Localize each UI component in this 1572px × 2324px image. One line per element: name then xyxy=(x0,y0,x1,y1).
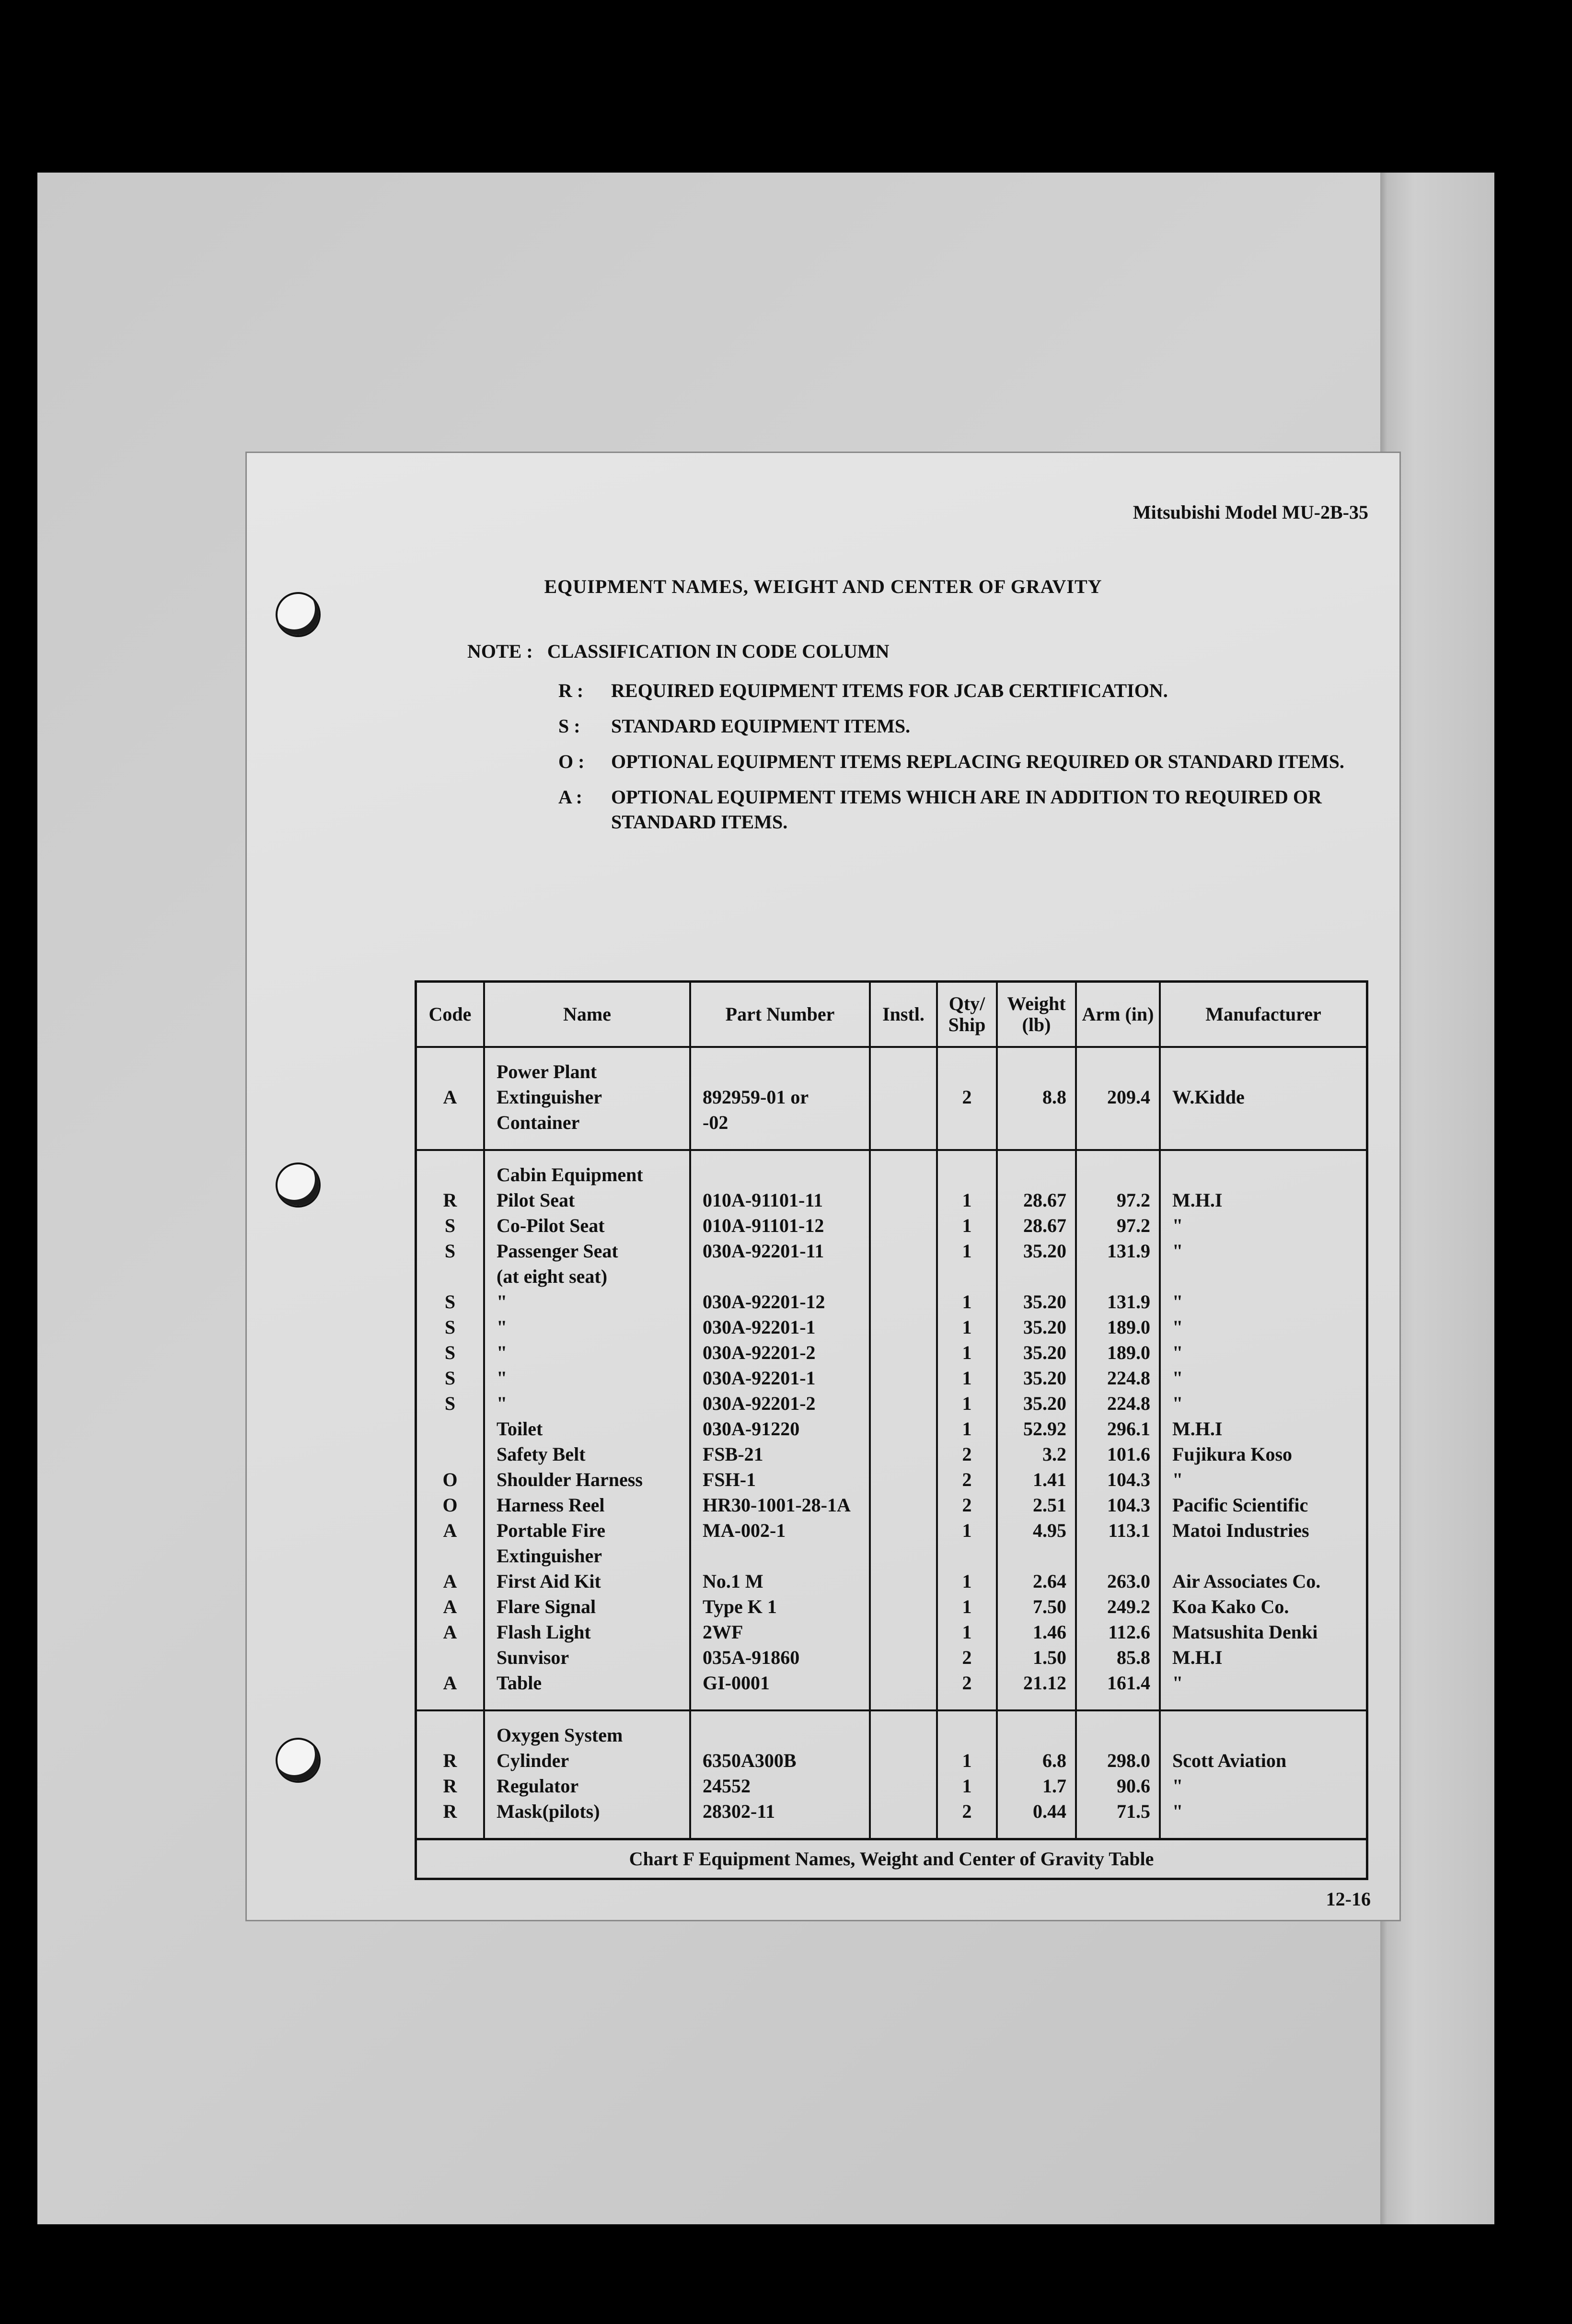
cell-arm: 249.2 xyxy=(1076,1595,1160,1621)
cell-name: Pilot Seat xyxy=(484,1189,690,1214)
cell-name: " xyxy=(484,1290,690,1316)
cell-arm: 97.2 xyxy=(1076,1189,1160,1214)
table-row xyxy=(417,1060,1366,1086)
cell-code: R xyxy=(417,1749,484,1775)
table-row xyxy=(417,1468,1366,1494)
cell-code: A xyxy=(417,1595,484,1621)
cell-instl xyxy=(870,1749,937,1775)
column-header-manufacturer: Manufacturer xyxy=(1160,983,1366,1047)
table-row xyxy=(417,1290,1366,1316)
cell-name: Extinguisher xyxy=(484,1086,690,1111)
note-text: REQUIRED EQUIPMENT ITEMS FOR JCAB CERTIFICATION. xyxy=(611,680,1168,701)
cell-qty-ship: 1 xyxy=(937,1775,997,1800)
cell-manufacturer: " xyxy=(1172,1393,1183,1414)
cell-manufacturer: " xyxy=(1172,1801,1183,1822)
cell-arm: 85.8 xyxy=(1076,1646,1160,1672)
cell-arm: 113.1 xyxy=(1076,1519,1160,1545)
cell-part-number: 28302-11 xyxy=(690,1800,870,1825)
table-row xyxy=(417,1800,1366,1825)
table-header-row xyxy=(417,983,1366,1047)
cell-name: Flash Light xyxy=(484,1621,690,1646)
note-label: NOTE : xyxy=(467,640,533,662)
cell-qty-ship: 1 xyxy=(937,1214,997,1240)
cell-weight: 6.8 xyxy=(997,1749,1076,1775)
cell-weight: 1.50 xyxy=(997,1646,1076,1672)
cell-manufacturer: " xyxy=(1172,1342,1183,1363)
cell-instl xyxy=(870,1214,937,1240)
cell-instl xyxy=(870,1316,937,1341)
cell-qty-ship: 2 xyxy=(937,1086,997,1111)
cell-part-number: 6350A300B xyxy=(690,1749,870,1775)
cell-manufacturer: " xyxy=(1172,1240,1183,1262)
note-item xyxy=(558,714,1373,739)
cell-weight xyxy=(997,1060,1076,1086)
table-row xyxy=(417,1519,1366,1545)
table-row xyxy=(417,1214,1366,1240)
cell-instl xyxy=(870,1443,937,1468)
cell-code xyxy=(417,1545,484,1570)
cell-part-number: Type K 1 xyxy=(690,1595,870,1621)
cell-weight: 35.20 xyxy=(997,1341,1076,1367)
cell-code xyxy=(417,1418,484,1443)
cell-arm: 161.4 xyxy=(1076,1672,1160,1697)
document-page xyxy=(247,453,1399,1920)
cell-part-number: FSH-1 xyxy=(690,1468,870,1494)
cell-part-number: 030A-92201-1 xyxy=(690,1367,870,1392)
cell-manufacturer: Fujikura Koso xyxy=(1172,1443,1293,1465)
cell-instl xyxy=(870,1646,937,1672)
cell-part-number: 030A-92201-1 xyxy=(690,1316,870,1341)
cell-arm: 209.4 xyxy=(1076,1086,1160,1111)
cell-qty-ship: 1 xyxy=(937,1341,997,1367)
cell-part-number xyxy=(690,1545,870,1570)
cell-code: A xyxy=(417,1086,484,1111)
table-row xyxy=(417,1672,1366,1697)
cell-manufacturer xyxy=(1160,1265,1366,1290)
cell-weight: 35.20 xyxy=(997,1240,1076,1265)
cell-weight: 35.20 xyxy=(997,1316,1076,1341)
cell-instl xyxy=(870,1163,937,1189)
table-row xyxy=(417,1494,1366,1519)
column-header-name: Name xyxy=(484,983,690,1047)
cell-qty-ship: 2 xyxy=(937,1646,997,1672)
page-title: EQUIPMENT NAMES, WEIGHT AND CENTER OF GRAVITY xyxy=(544,576,1102,597)
cell-code: A xyxy=(417,1570,484,1595)
cell-instl xyxy=(870,1392,937,1418)
cell-name: Oxygen System xyxy=(484,1724,690,1749)
note-item xyxy=(558,749,1373,774)
cell-weight: 35.20 xyxy=(997,1392,1076,1418)
group-spacer xyxy=(417,1047,1366,1060)
cell-part-number: MA-002-1 xyxy=(690,1519,870,1545)
cell-manufacturer: " xyxy=(1172,1316,1183,1338)
table-row xyxy=(417,1392,1366,1418)
cell-instl xyxy=(870,1240,937,1265)
cell-part-number: 010A-91101-12 xyxy=(690,1214,870,1240)
cell-code: S xyxy=(417,1367,484,1392)
cell-instl xyxy=(870,1265,937,1290)
cell-manufacturer xyxy=(1160,1163,1366,1189)
cell-manufacturer xyxy=(1160,1724,1366,1749)
cell-arm: 104.3 xyxy=(1076,1494,1160,1519)
cell-weight: 35.20 xyxy=(997,1367,1076,1392)
cell-weight: 1.7 xyxy=(997,1775,1076,1800)
cell-instl xyxy=(870,1621,937,1646)
cell-code: S xyxy=(417,1316,484,1341)
cell-instl xyxy=(870,1418,937,1443)
cell-name: " xyxy=(484,1316,690,1341)
cell-arm: 298.0 xyxy=(1076,1749,1160,1775)
table-row xyxy=(417,1646,1366,1672)
cell-weight: 28.67 xyxy=(997,1189,1076,1214)
model-header: Mitsubishi Model MU-2B-35 xyxy=(1133,501,1368,523)
table-row xyxy=(417,1570,1366,1595)
table-row xyxy=(417,1724,1366,1749)
table-caption: Chart F Equipment Names, Weight and Center of Gravity Table xyxy=(417,1838,1366,1878)
note-text: OPTIONAL EQUIPMENT ITEMS WHICH ARE IN ADDITION TO REQUIRED OR STANDARD ITEMS. xyxy=(611,786,1322,833)
cell-weight: 7.50 xyxy=(997,1595,1076,1621)
table-row xyxy=(417,1163,1366,1189)
column-header-code: Code xyxy=(417,983,484,1047)
group-divider xyxy=(417,1697,1366,1710)
cell-instl xyxy=(870,1570,937,1595)
cell-arm: 296.1 xyxy=(1076,1418,1160,1443)
table-row xyxy=(417,1265,1366,1290)
group-divider xyxy=(417,1137,1366,1150)
cell-code: S xyxy=(417,1240,484,1265)
cell-code: S xyxy=(417,1290,484,1316)
cell-arm: 189.0 xyxy=(1076,1341,1160,1367)
cell-instl xyxy=(870,1800,937,1825)
cell-manufacturer: Matoi Industries xyxy=(1172,1520,1309,1541)
cell-instl xyxy=(870,1595,937,1621)
cell-instl xyxy=(870,1086,937,1111)
cell-name: Extinguisher xyxy=(484,1545,690,1570)
group-spacer xyxy=(417,1150,1366,1163)
cell-weight: 52.92 xyxy=(997,1418,1076,1443)
cell-arm: 224.8 xyxy=(1076,1367,1160,1392)
cell-arm: 112.6 xyxy=(1076,1621,1160,1646)
cell-manufacturer: " xyxy=(1172,1291,1183,1313)
cell-weight xyxy=(997,1545,1076,1570)
cell-qty-ship: 1 xyxy=(937,1240,997,1265)
cell-manufacturer: Matsushita Denki xyxy=(1172,1621,1318,1643)
cell-part-number xyxy=(690,1163,870,1189)
cell-arm xyxy=(1076,1545,1160,1570)
table-bottom-spacer xyxy=(417,1825,1366,1838)
table-row xyxy=(417,1367,1366,1392)
cell-name: Cabin Equipment xyxy=(484,1163,690,1189)
cell-instl xyxy=(870,1494,937,1519)
cell-part-number: 030A-92201-11 xyxy=(690,1240,870,1265)
cell-name: (at eight seat) xyxy=(484,1265,690,1290)
cell-part-number: 035A-91860 xyxy=(690,1646,870,1672)
note-list xyxy=(558,678,1373,845)
cell-qty-ship: 1 xyxy=(937,1418,997,1443)
cell-part-number xyxy=(690,1724,870,1749)
cell-arm: 97.2 xyxy=(1076,1214,1160,1240)
table-row xyxy=(417,1189,1366,1214)
cell-name: Container xyxy=(484,1111,690,1137)
column-header-part-number: Part Number xyxy=(690,983,870,1047)
cell-manufacturer xyxy=(1160,1060,1366,1086)
cell-name: Mask(pilots) xyxy=(484,1800,690,1825)
cell-manufacturer: M.H.I xyxy=(1172,1418,1223,1440)
cell-instl xyxy=(870,1545,937,1570)
cell-code xyxy=(417,1646,484,1672)
cell-instl xyxy=(870,1672,937,1697)
cell-arm: 189.0 xyxy=(1076,1316,1160,1341)
cell-name: Regulator xyxy=(484,1775,690,1800)
note-code: A : xyxy=(558,786,582,808)
cell-manufacturer: " xyxy=(1172,1469,1183,1490)
table-row xyxy=(417,1086,1366,1111)
cell-qty-ship xyxy=(937,1060,997,1086)
cell-name: Table xyxy=(484,1672,690,1697)
binder-hole-middle xyxy=(276,1162,321,1208)
cell-weight: 4.95 xyxy=(997,1519,1076,1545)
cell-qty-ship xyxy=(937,1111,997,1137)
cell-name: " xyxy=(484,1392,690,1418)
cell-instl xyxy=(870,1468,937,1494)
cell-arm xyxy=(1076,1724,1160,1749)
cell-code xyxy=(417,1724,484,1749)
column-header-qty-ship: Qty/ Ship xyxy=(937,983,997,1047)
cell-manufacturer: Air Associates Co. xyxy=(1172,1570,1321,1592)
cell-code xyxy=(417,1111,484,1137)
cell-weight xyxy=(997,1163,1076,1189)
equipment-table-frame xyxy=(415,980,1368,1880)
table-row xyxy=(417,1111,1366,1137)
cell-qty-ship: 1 xyxy=(937,1189,997,1214)
cell-qty-ship: 2 xyxy=(937,1800,997,1825)
cell-arm: 71.5 xyxy=(1076,1800,1160,1825)
cell-name: Safety Belt xyxy=(484,1443,690,1468)
note-item xyxy=(558,785,1373,835)
cell-manufacturer: W.Kidde xyxy=(1172,1086,1245,1108)
cell-name: Sunvisor xyxy=(484,1646,690,1672)
cell-qty-ship: 1 xyxy=(937,1749,997,1775)
column-header-weight: Weight (lb) xyxy=(997,983,1076,1047)
cell-manufacturer: " xyxy=(1172,1215,1183,1236)
cell-weight xyxy=(997,1265,1076,1290)
cell-weight: 2.51 xyxy=(997,1494,1076,1519)
cell-arm: 101.6 xyxy=(1076,1443,1160,1468)
table-row xyxy=(417,1775,1366,1800)
cell-manufacturer: Koa Kako Co. xyxy=(1172,1596,1289,1617)
cell-weight xyxy=(997,1724,1076,1749)
cell-part-number: 030A-91220 xyxy=(690,1418,870,1443)
cell-arm: 90.6 xyxy=(1076,1775,1160,1800)
cell-qty-ship: 1 xyxy=(937,1621,997,1646)
table-row xyxy=(417,1316,1366,1341)
cell-part-number: GI-0001 xyxy=(690,1672,870,1697)
cell-name: " xyxy=(484,1367,690,1392)
cell-weight: 3.2 xyxy=(997,1443,1076,1468)
cell-manufacturer: " xyxy=(1172,1367,1183,1389)
cell-code: S xyxy=(417,1341,484,1367)
cell-part-number xyxy=(690,1265,870,1290)
note-code: O : xyxy=(558,751,585,772)
cell-part-number: FSB-21 xyxy=(690,1443,870,1468)
cell-code: R xyxy=(417,1775,484,1800)
cell-weight: 0.44 xyxy=(997,1800,1076,1825)
cell-name: Toilet xyxy=(484,1418,690,1443)
cell-part-number: 892959-01 or xyxy=(690,1086,870,1111)
cell-qty-ship: 1 xyxy=(937,1595,997,1621)
cell-part-number: 010A-91101-11 xyxy=(690,1189,870,1214)
cell-code: A xyxy=(417,1621,484,1646)
cell-arm xyxy=(1076,1265,1160,1290)
cell-part-number: 24552 xyxy=(690,1775,870,1800)
binder-hole-top xyxy=(276,592,321,637)
cell-code: S xyxy=(417,1392,484,1418)
column-header-arm: Arm (in) xyxy=(1076,983,1160,1047)
cell-manufacturer: Scott Aviation xyxy=(1172,1750,1287,1771)
cell-qty-ship: 1 xyxy=(937,1290,997,1316)
cell-arm: 263.0 xyxy=(1076,1570,1160,1595)
cell-part-number: 030A-92201-12 xyxy=(690,1290,870,1316)
cell-code: R xyxy=(417,1800,484,1825)
cell-weight: 2.64 xyxy=(997,1570,1076,1595)
cell-instl xyxy=(870,1290,937,1316)
note-item xyxy=(558,678,1373,703)
cell-code xyxy=(417,1443,484,1468)
cell-code: R xyxy=(417,1189,484,1214)
cell-part-number: -02 xyxy=(690,1111,870,1137)
table-row xyxy=(417,1240,1366,1265)
cell-arm xyxy=(1076,1163,1160,1189)
cell-qty-ship: 2 xyxy=(937,1468,997,1494)
cell-arm: 131.9 xyxy=(1076,1240,1160,1265)
cell-instl xyxy=(870,1341,937,1367)
cell-instl xyxy=(870,1367,937,1392)
cell-name: Power Plant xyxy=(484,1060,690,1086)
cell-name: First Aid Kit xyxy=(484,1570,690,1595)
cell-qty-ship: 2 xyxy=(937,1672,997,1697)
cell-instl xyxy=(870,1189,937,1214)
table-row xyxy=(417,1749,1366,1775)
note-text: OPTIONAL EQUIPMENT ITEMS REPLACING REQUIRED OR STANDARD ITEMS. xyxy=(611,751,1344,772)
cell-manufacturer: " xyxy=(1172,1775,1183,1797)
cell-manufacturer xyxy=(1160,1545,1366,1570)
cell-name: Shoulder Harness xyxy=(484,1468,690,1494)
cell-code xyxy=(417,1265,484,1290)
cell-part-number xyxy=(690,1060,870,1086)
cell-name: Cylinder xyxy=(484,1749,690,1775)
cell-instl xyxy=(870,1775,937,1800)
cell-weight: 35.20 xyxy=(997,1290,1076,1316)
cell-manufacturer: " xyxy=(1172,1672,1183,1694)
cell-part-number: 030A-92201-2 xyxy=(690,1341,870,1367)
table-row xyxy=(417,1621,1366,1646)
cell-manufacturer xyxy=(1160,1111,1366,1137)
cell-code: A xyxy=(417,1672,484,1697)
cell-arm xyxy=(1076,1111,1160,1137)
cell-qty-ship: 2 xyxy=(937,1443,997,1468)
note-code: R : xyxy=(558,680,584,701)
cell-code: A xyxy=(417,1519,484,1545)
note-heading-text: CLASSIFICATION IN CODE COLUMN xyxy=(547,640,890,662)
cell-name: Co-Pilot Seat xyxy=(484,1214,690,1240)
table-row xyxy=(417,1443,1366,1468)
binder-hole-bottom xyxy=(276,1738,321,1783)
cell-code xyxy=(417,1163,484,1189)
cell-name: " xyxy=(484,1341,690,1367)
cell-manufacturer: M.H.I xyxy=(1172,1189,1223,1211)
cell-instl xyxy=(870,1111,937,1137)
cell-name: Harness Reel xyxy=(484,1494,690,1519)
note-code: S : xyxy=(558,715,580,737)
cell-qty-ship xyxy=(937,1724,997,1749)
cell-instl xyxy=(870,1724,937,1749)
cell-qty-ship: 2 xyxy=(937,1494,997,1519)
cell-weight xyxy=(997,1111,1076,1137)
cell-instl xyxy=(870,1060,937,1086)
cell-qty-ship: 1 xyxy=(937,1519,997,1545)
cell-part-number: No.1 M xyxy=(690,1570,870,1595)
column-header-instl: Instl. xyxy=(870,983,937,1047)
cell-arm: 224.8 xyxy=(1076,1392,1160,1418)
cell-name: Flare Signal xyxy=(484,1595,690,1621)
cell-qty-ship: 1 xyxy=(937,1316,997,1341)
cell-name: Portable Fire xyxy=(484,1519,690,1545)
cell-qty-ship xyxy=(937,1545,997,1570)
cell-instl xyxy=(870,1519,937,1545)
cell-code: O xyxy=(417,1468,484,1494)
table-row xyxy=(417,1418,1366,1443)
cell-arm: 104.3 xyxy=(1076,1468,1160,1494)
cell-part-number: 030A-92201-2 xyxy=(690,1392,870,1418)
cell-qty-ship: 1 xyxy=(937,1367,997,1392)
cell-weight: 1.41 xyxy=(997,1468,1076,1494)
cell-part-number: 2WF xyxy=(690,1621,870,1646)
cell-part-number: HR30-1001-28-1A xyxy=(690,1494,870,1519)
cell-qty-ship: 1 xyxy=(937,1570,997,1595)
page-number: 12-16 xyxy=(1326,1888,1371,1910)
table-row xyxy=(417,1595,1366,1621)
note-text: STANDARD EQUIPMENT ITEMS. xyxy=(611,715,911,737)
cell-arm xyxy=(1076,1060,1160,1086)
cell-name: Passenger Seat xyxy=(484,1240,690,1265)
cell-arm: 131.9 xyxy=(1076,1290,1160,1316)
group-spacer xyxy=(417,1710,1366,1724)
equipment-table xyxy=(417,983,1366,1838)
cell-qty-ship: 1 xyxy=(937,1392,997,1418)
table-row xyxy=(417,1341,1366,1367)
cell-weight: 28.67 xyxy=(997,1214,1076,1240)
cell-qty-ship xyxy=(937,1265,997,1290)
cell-weight: 8.8 xyxy=(997,1086,1076,1111)
cell-code: O xyxy=(417,1494,484,1519)
cell-code: S xyxy=(417,1214,484,1240)
note-heading xyxy=(467,640,889,662)
cell-qty-ship xyxy=(937,1163,997,1189)
cell-manufacturer: M.H.I xyxy=(1172,1647,1223,1668)
cell-weight: 21.12 xyxy=(997,1672,1076,1697)
cell-weight: 1.46 xyxy=(997,1621,1076,1646)
table-body xyxy=(417,1047,1366,1838)
cell-code xyxy=(417,1060,484,1086)
cell-manufacturer: Pacific Scientific xyxy=(1172,1494,1308,1516)
table-row xyxy=(417,1545,1366,1570)
